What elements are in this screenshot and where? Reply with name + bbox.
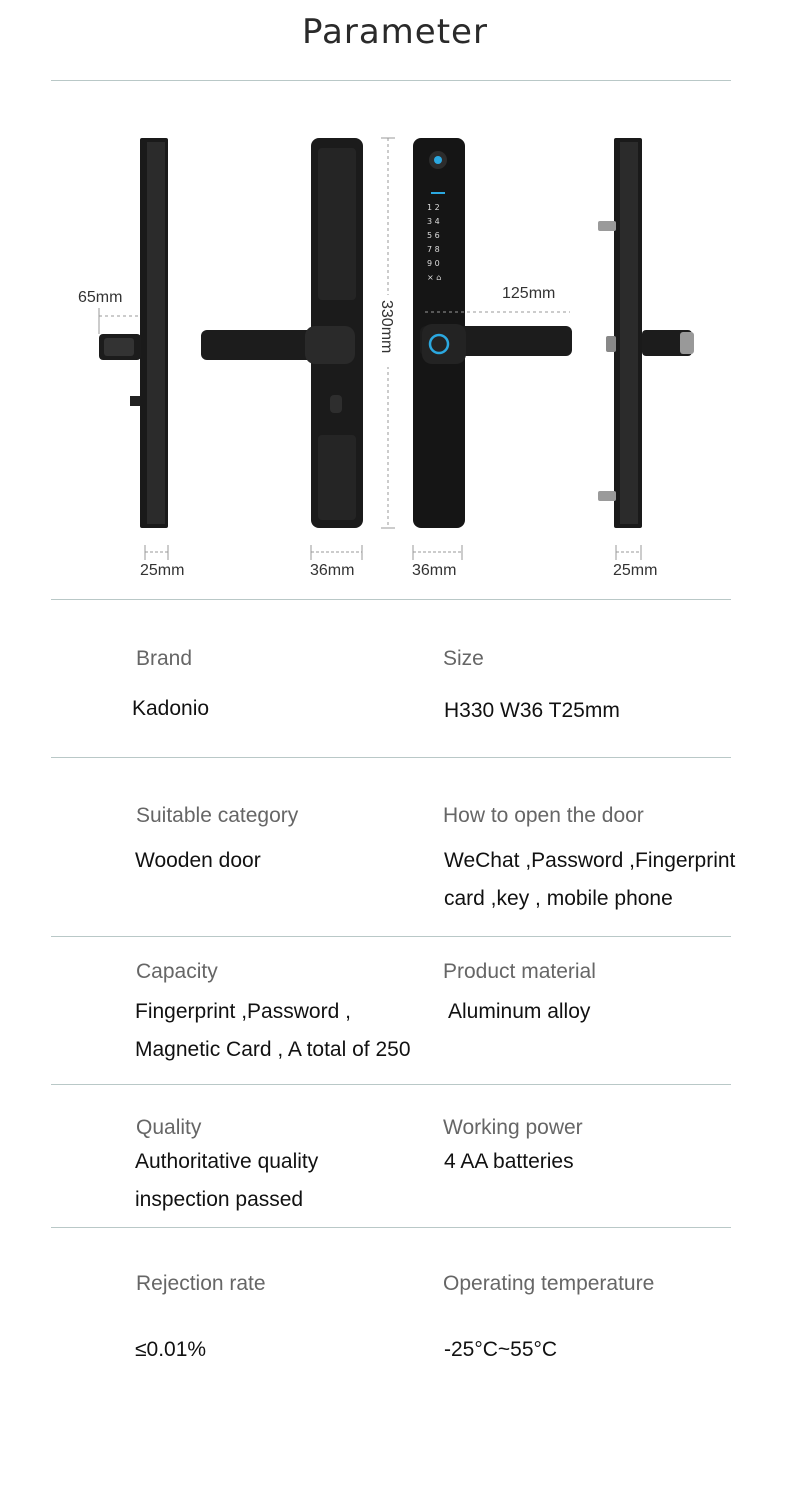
spec-label-quality: Quality	[136, 1116, 202, 1139]
spec-label-category: Suitable category	[136, 804, 299, 827]
divider	[51, 757, 731, 758]
spec-value-power: 4 AA batteries	[444, 1150, 574, 1173]
spec-value-capacity-line2: Magnetic Card , A total of 250	[135, 1038, 411, 1061]
side-view-right	[598, 138, 694, 560]
svg-text:3 4: 3 4	[427, 217, 440, 226]
divider	[51, 1227, 731, 1228]
spec-label-brand: Brand	[136, 647, 193, 670]
back-view	[201, 138, 363, 560]
divider	[51, 1084, 731, 1085]
spec-value-temperature: -25°C~55°C	[444, 1338, 558, 1361]
spec-value-open-line1: WeChat ,Password ,Fingerprint	[444, 849, 736, 872]
spec-value-capacity-line1: Fingerprint ,Password ,	[135, 1000, 351, 1023]
dim-handle-length: 125mm	[502, 285, 556, 302]
spec-value-brand: Kadonio	[132, 697, 210, 720]
page-title: Parameter	[302, 12, 488, 52]
spec-label-power: Working power	[443, 1116, 583, 1139]
svg-text:1 2: 1 2	[427, 203, 440, 212]
spec-label-size: Size	[443, 647, 484, 670]
divider	[51, 599, 731, 600]
divider	[51, 80, 731, 81]
lock-dimension-diagram	[0, 90, 790, 600]
svg-text:9 0: 9 0	[427, 259, 440, 268]
spec-label-material: Product material	[443, 960, 596, 983]
dim-side-left: 25mm	[140, 562, 185, 579]
dim-back-width: 36mm	[310, 562, 355, 579]
spec-label-capacity: Capacity	[136, 960, 218, 983]
svg-text:5 6: 5 6	[427, 231, 440, 240]
spec-value-open-line2: card ,key , mobile phone	[444, 887, 673, 910]
spec-label-temperature: Operating temperature	[443, 1272, 655, 1295]
front-view	[413, 138, 572, 560]
spec-value-rejection: ≤0.01%	[135, 1338, 207, 1361]
dim-handle-depth: 65mm	[78, 289, 123, 306]
svg-text:× ⌂: × ⌂	[427, 273, 442, 282]
divider	[51, 936, 731, 937]
spec-value-size: H330 W36 T25mm	[444, 699, 620, 722]
spec-value-quality-line1: Authoritative quality	[135, 1150, 319, 1173]
dim-side-right: 25mm	[613, 562, 658, 579]
dim-height: 330mm	[378, 300, 395, 354]
spec-value-category: Wooden door	[135, 849, 261, 872]
spec-label-rejection: Rejection rate	[136, 1272, 266, 1295]
side-view-left	[99, 138, 168, 560]
dim-front-width: 36mm	[412, 562, 457, 579]
spec-label-open: How to open the door	[443, 804, 644, 827]
spec-value-quality-line2: inspection passed	[135, 1188, 304, 1211]
svg-text:7 8: 7 8	[427, 245, 440, 254]
spec-value-material: Aluminum alloy	[448, 1000, 591, 1023]
